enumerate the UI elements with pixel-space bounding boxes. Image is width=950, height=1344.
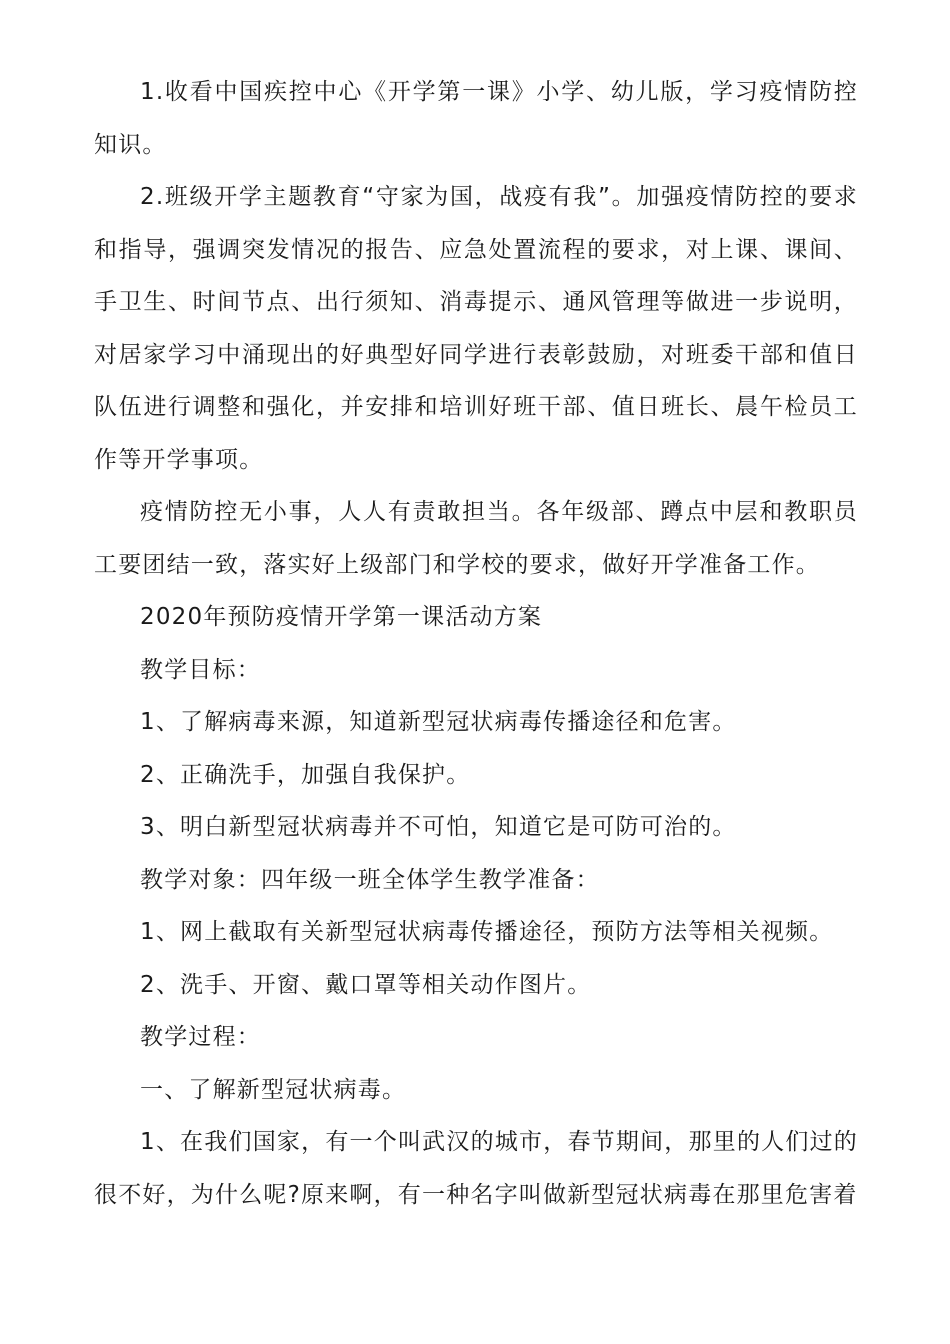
document-page bbox=[94, 66, 858, 1221]
paragraph-3: 疫情防控无小事，人人有责敢担当。各年级部、蹲点中层和教职员工要团结一致，落实好上级部门和学校的要求，做好开学准备工作。 bbox=[94, 499, 858, 578]
goal-item-1: 1、了解病毒来源，知道新型冠状病毒传播途径和危害。 bbox=[140, 709, 737, 735]
section-title: 2020年预防疫情开学第一课活动方案 bbox=[140, 604, 543, 630]
teaching-audience: 教学对象：四年级一班全体学生教学准备： bbox=[140, 866, 600, 893]
prep-item-1: 1、网上截取有关新型冠状病毒传播途径，预防方法等相关视频。 bbox=[140, 919, 834, 945]
goal-item-2: 2、正确洗手，加强自我保护。 bbox=[140, 761, 471, 788]
paragraph-2: 2.班级开学主题教育“守家为国，战疫有我”。加强疫情防控的要求和指导，强调突发情况的报告、应急处置流程的要求，对上课、课间、手卫生、时间节点、出行须知、消毒提示、通风管理等做进一步说明，对居家学习中涌现出的好典型好同学进行表彰鼓励，对班委干部和值日队伍进行调整和强化，并安排和培训好班干部、值日班长、晨午检员工作等开学事项。 bbox=[94, 184, 858, 473]
process-item-1: 1、在我们国家，有一个叫武汉的城市，春节期间，那里的人们过的很不好，为什么呢?原来啊，有一种名字叫做新型冠状病毒在那里危害着 bbox=[94, 1129, 858, 1208]
goal-item-3: 3、明白新型冠状病毒并不可怕，知道它是可防可治的。 bbox=[140, 814, 737, 840]
prep-item-2: 2、洗手、开窗、戴口罩等相关动作图片。 bbox=[140, 971, 592, 998]
process-section-1: 一、了解新型冠状病毒。 bbox=[140, 1076, 407, 1103]
heading-teaching-process: 教学过程： bbox=[140, 1024, 261, 1050]
heading-teaching-goals: 教学目标： bbox=[140, 656, 261, 683]
paragraph-1: 1.收看中国疾控中心《开学第一课》小学、幼儿版，学习疫情防控知识。 bbox=[94, 79, 858, 158]
